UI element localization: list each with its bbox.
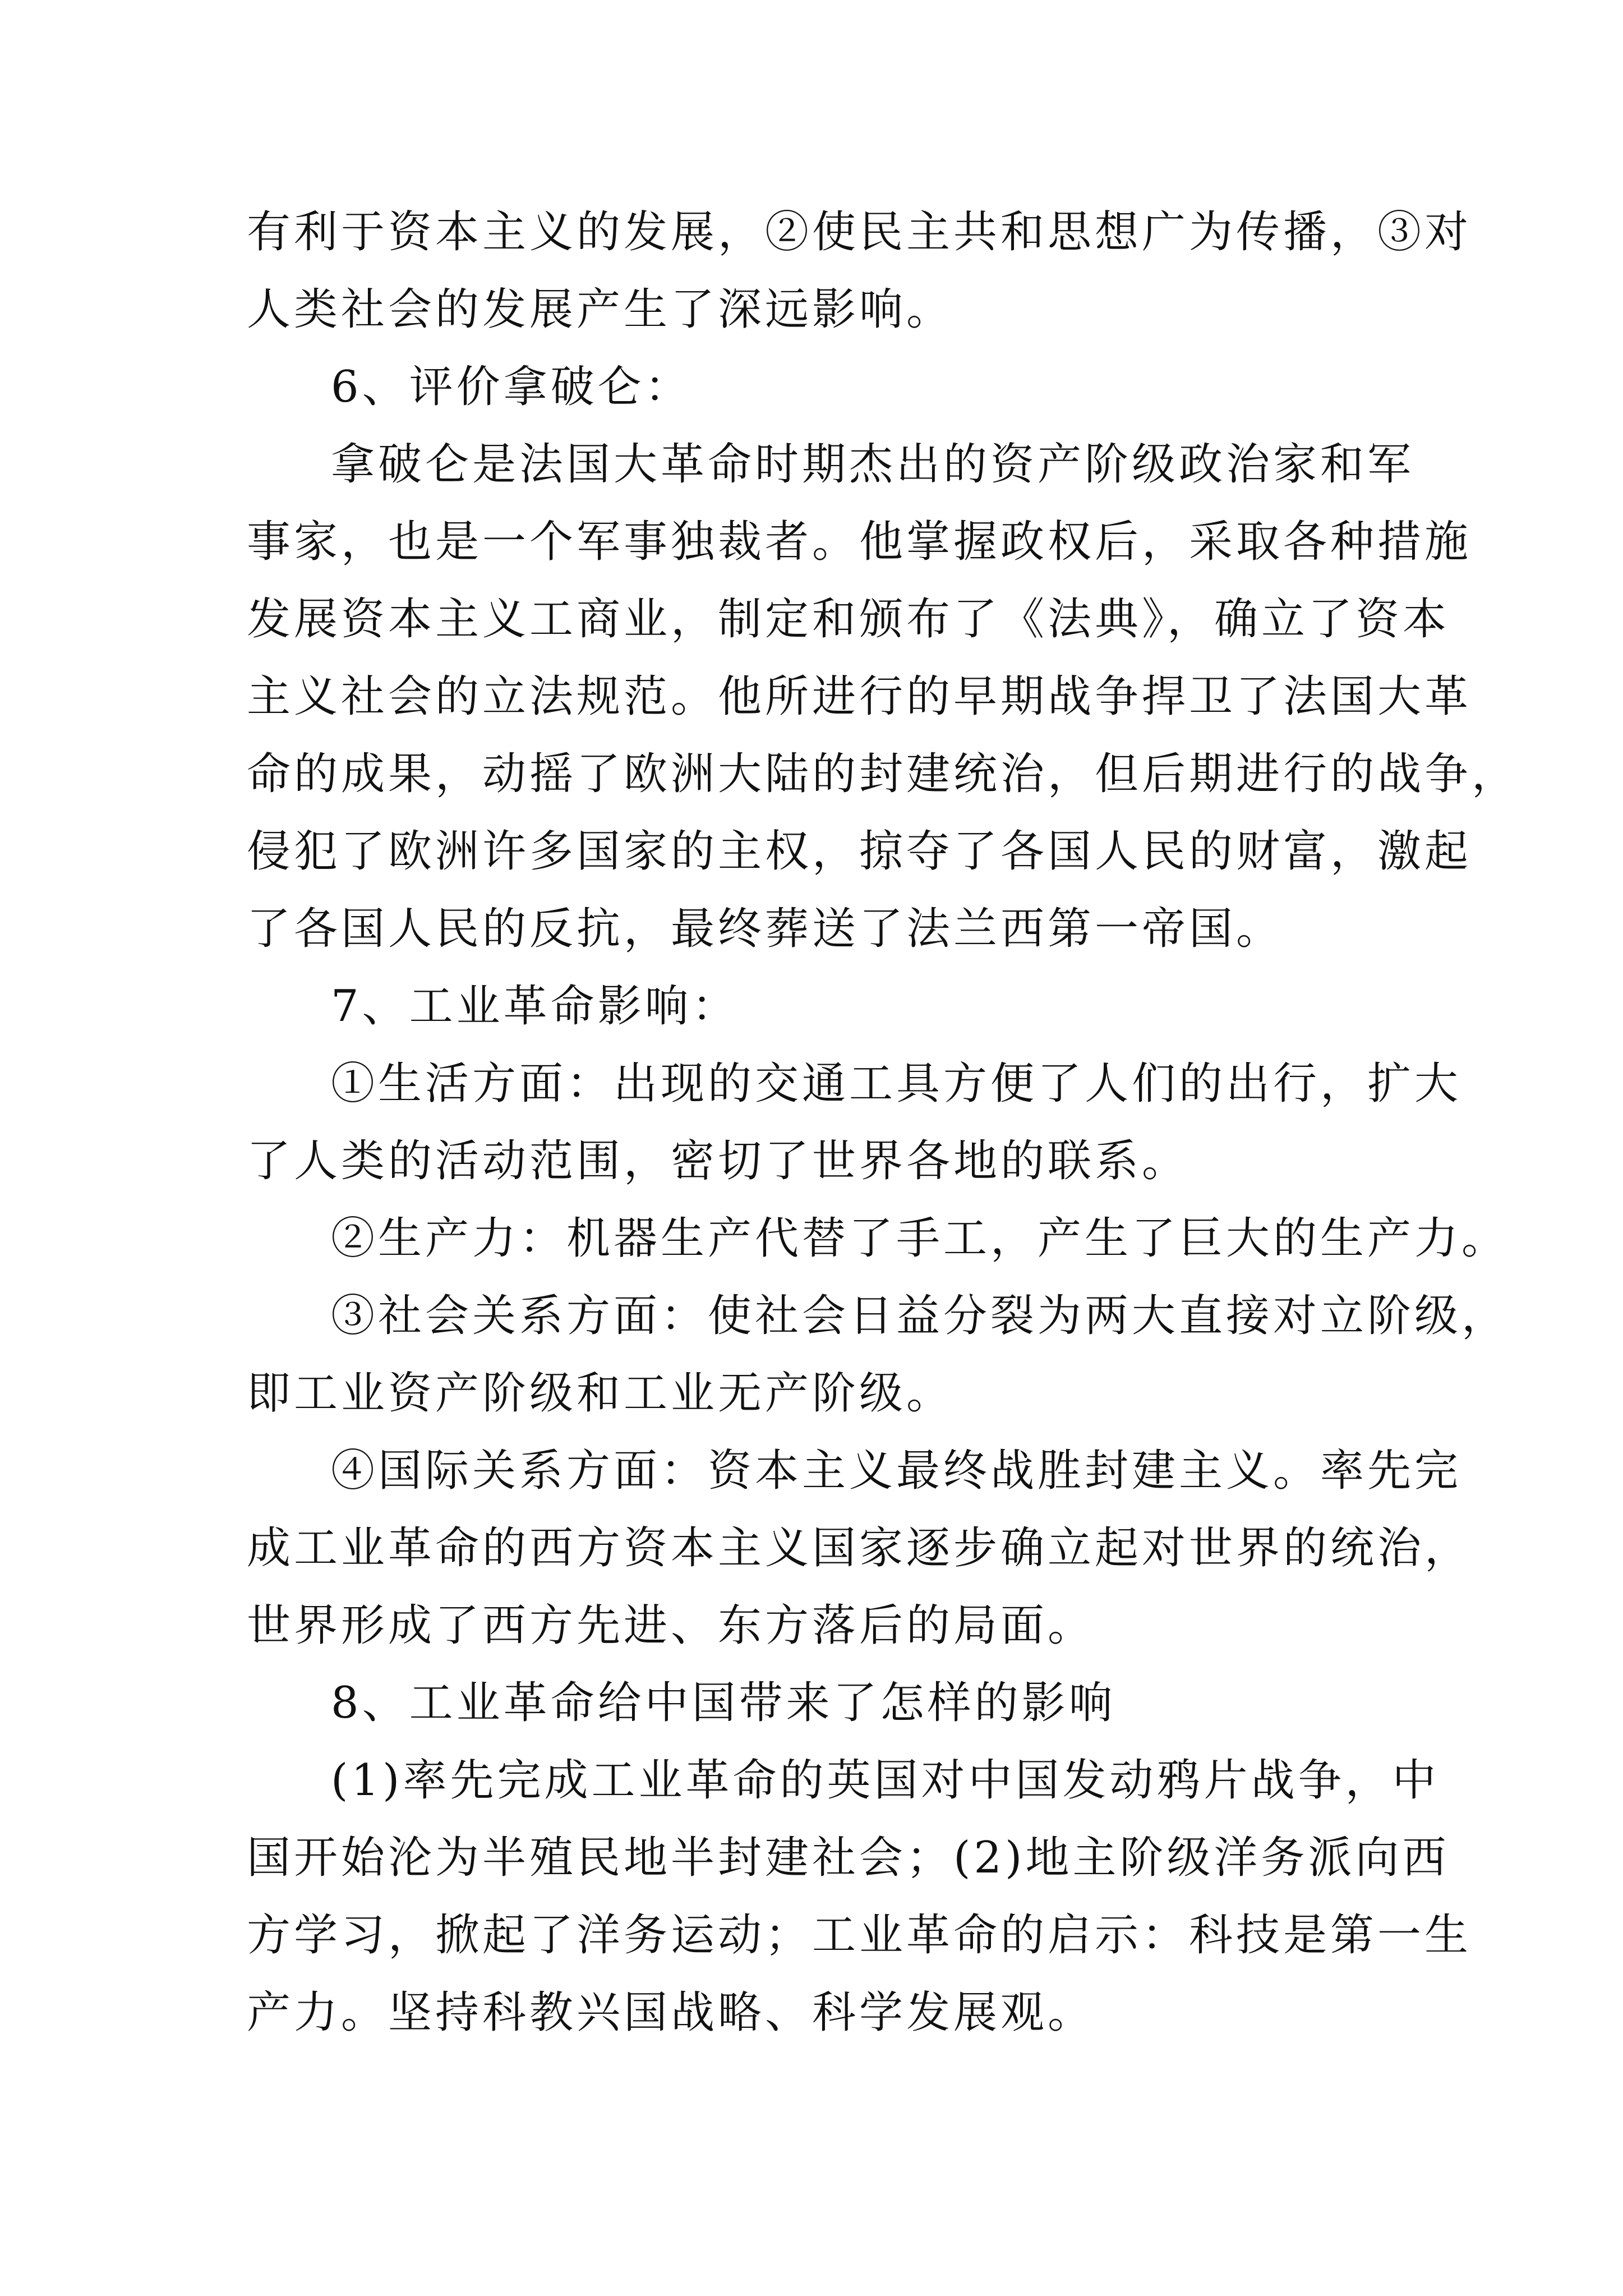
text-line: 国开始沦为半殖民地半封建社会；(2)地主阶级洋务派向西: [247, 1833, 1450, 1883]
text-line: 8、工业革命给中国带来了怎样的影响: [331, 1678, 1116, 1728]
text-line: 拿破仑是法国大革命时期杰出的资产阶级政治家和军: [331, 439, 1415, 490]
text-line: 世界形成了西方先进、东方落后的局面。: [247, 1600, 1095, 1651]
text-line: 产力。坚持科教兴国战略、科学发展观。: [247, 1987, 1095, 2038]
text-line: 主义社会的立法规范。他所进行的早期战争捍卫了法国大革: [247, 671, 1472, 722]
text-line: 即工业资产阶级和工业无产阶级。: [247, 1368, 954, 1419]
text-line: 命的成果，动摇了欧洲大陆的封建统治，但后期进行的战争，: [247, 749, 1519, 799]
text-line: (1)率先完成工业革命的英国对中国发动鸦片战争，中: [331, 1755, 1440, 1806]
text-line: 了人类的活动范围，密切了世界各地的联系。: [247, 1136, 1189, 1186]
text-line: 发展资本主义工商业，制定和颁布了《法典》，确立了资本: [247, 594, 1450, 645]
text-line: ②生产力：机器生产代替了手工，产生了巨大的生产力。: [331, 1213, 1509, 1264]
text-line: ①生活方面：出现的交通工具方便了人们的出行，扩大: [331, 1059, 1462, 1109]
text-line: ④国际关系方面：资本主义最终战胜封建主义。率先完: [331, 1446, 1462, 1496]
text-line: 人类社会的发展产生了深远影响。: [247, 284, 954, 335]
text-line: 7、工业革命影响：: [331, 981, 739, 1032]
text-line: ③社会关系方面：使社会日益分裂为两大直接对立阶级，: [331, 1291, 1509, 1341]
text-line: 6、评价拿破仑：: [331, 362, 692, 412]
text-line: 成工业革命的西方资本主义国家逐步确立起对世界的统治，: [247, 1523, 1472, 1573]
text-line: 有利于资本主义的发展，②使民主共和思想广为传播，③对: [247, 207, 1472, 257]
text-line: 方学习，掀起了洋务运动；工业革命的启示：科技是第一生: [247, 1910, 1472, 1961]
text-line: 侵犯了欧洲许多国家的主权，掠夺了各国人民的财富，激起: [247, 826, 1472, 877]
text-line: 了各国人民的反抗，最终葬送了法兰西第一帝国。: [247, 904, 1284, 954]
document-body: [247, 194, 1519, 2051]
text-line: 事家，也是一个军事独裁者。他掌握政权后，采取各种措施: [247, 517, 1472, 567]
